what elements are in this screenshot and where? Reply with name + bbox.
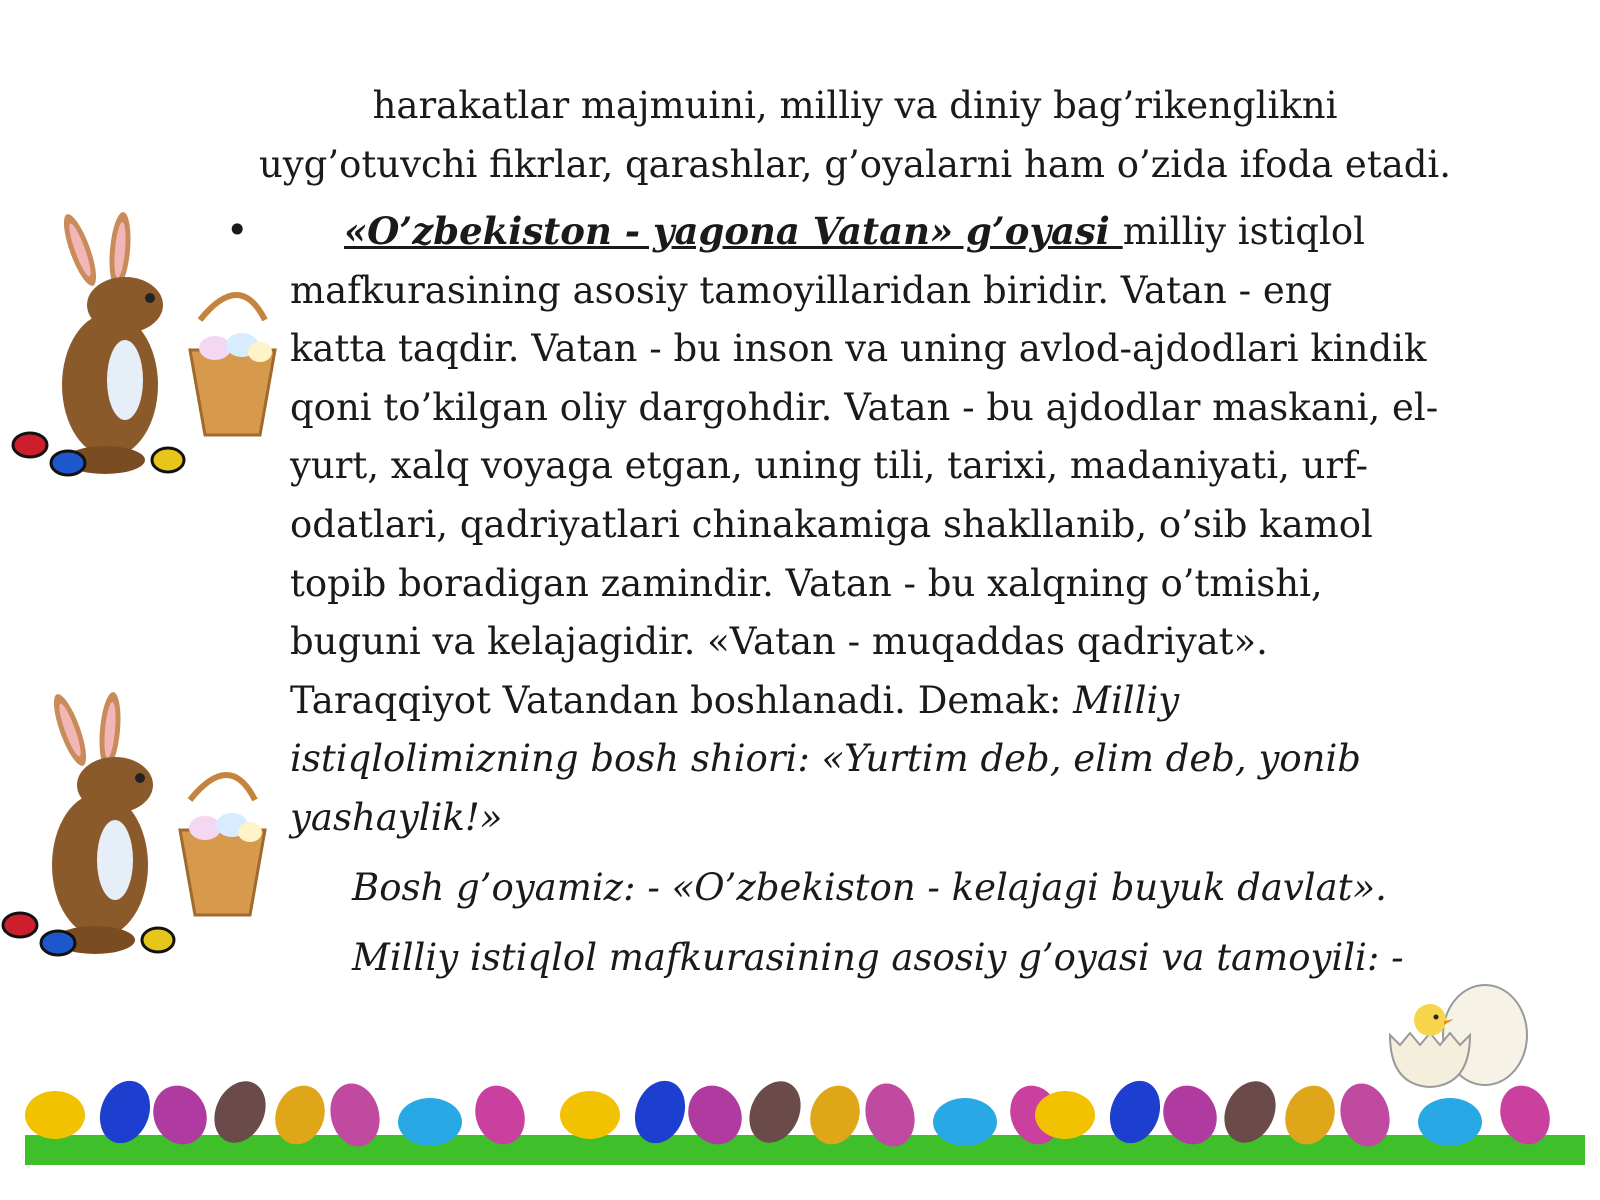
paragraph-line: topib boradigan zamindir. Vatan - bu xalqning o’tmishi, [290, 561, 1323, 605]
slogan-line: istiqlolimizning bosh shiori: «Yurtim deb, elim deb, yonib [290, 737, 1361, 781]
intro-text [230, 76, 1480, 194]
paragraph-line: mafkurasining asosiy tamoyillaridan biridir. Vatan - eng [290, 268, 1333, 312]
slogan-line: yashaylik!» [290, 795, 503, 839]
bullet-paragraph [290, 202, 1530, 848]
paragraph-line: qoni to’kilgan oliy dargohdir. Vatan - bu ajdodlar maskani, el- [290, 385, 1439, 429]
easter-egg-border [25, 1060, 1585, 1180]
bullet-marker: • [226, 208, 249, 252]
paragraph-text: milliy istiqlol [1122, 210, 1365, 253]
paragraph-line: yurt, xalq voyaga etgan, uning tili, tarixi, madaniyati, urf- [290, 444, 1368, 488]
bullet-heading: «O’zbekiston - yagona Vatan» g’oyasi [344, 209, 1123, 253]
paragraph-line: buguni va kelajagidir. «Vatan - muqaddas qadriyat». [290, 620, 1268, 664]
bunny-basket-illustration-bottom [0, 690, 290, 980]
slogan-text: Milliy [1073, 678, 1180, 722]
paragraph-line [290, 672, 1530, 731]
paragraph-line: odatlari, qadriyatlari chinakamiga shakllanib, o’sib kamol [290, 502, 1373, 546]
paragraph-text: Taraqqiyot Vatandan boshlanadi. Demak: [290, 678, 1074, 722]
paragraph-line [290, 202, 1530, 262]
bunny-basket-illustration-top [10, 210, 300, 500]
main-idea-line: Bosh g’oyamiz: - «O’zbekiston - kelajagi buyuk davlat». [352, 866, 1387, 909]
intro-line-2: uyg’otuvchi fikrlar, qarashlar, g’oyalarni ham o’zida ifoda etadi. [258, 143, 1452, 186]
paragraph-line: katta taqdir. Vatan - bu inson va uning avlod-ajdodlari kindik [290, 327, 1427, 371]
intro-line-1: harakatlar majmuini, milliy va diniy bag’rikenglikni [372, 84, 1338, 127]
principle-line: Milliy istiqlol mafkurasining asosiy g’oyasi va tamoyili: - [352, 936, 1404, 979]
